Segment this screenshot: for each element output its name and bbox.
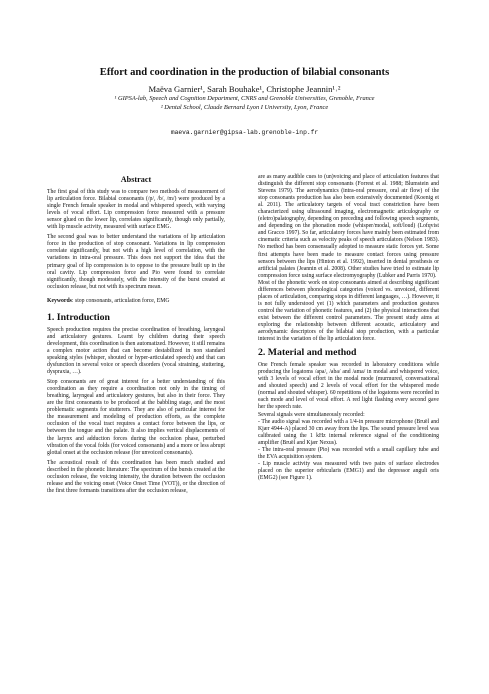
method-paragraph-2: Several signals were simultaneously recorded: [258,411,365,418]
keywords-text: : stop consonants, articulation force, EMG [71,297,170,304]
intro-paragraph-1: Speech production requires the precise coordination of breathing, laryngeal and articulatory gestures. Learnt by children during their speech development, this coordination is then automatized. However, it still remains a complex motor action that can become destabilized in non standard speaking styles (whisper, shouted or hyper-articulated speech) and that can dysfunction in several voice or speech disorders (vocal straining, stuttering, dyspraxia, …). [47,326,225,376]
method-paragraph-3: - The audio signal was recorded with a 1/4-in pressure microphone (Bruël and Kjær 4944-A) placed 30 cm away from the lips. The sound pressure level was calibrated using the 1 kHz internal reference signal of the conditioning amplifier (Bruël and Kjær Nexus). [258,418,439,446]
intro-paragraph-2: Stop consonants are of great interest for a better understanding of this coordination as they require a coordination not only in the timing of breathing, laryngeal and articulatory gestures, but also in their force. They are the first consonants to be produced at the babbling stage, and the most problematic segments for stutterers. They are also of particular interest for the measurement and modeling of production efforts, as the complete occlusion of the vocal tract requires a contact force between the lips, or between the tongue and the palate. It also implies vertical displacements of the larynx and adduction forces during the occlusion phase, perturbed vibration of the vocal folds (for voiced consonants) and a more or less abrupt glottal onset at the occlusion release (for unvoiced consonants). [47,379,225,456]
method-paragraph-4: - The intra-oral pressure (Pio) was recorded with a small capillary tube and the EVA acquisition system. [258,446,439,460]
paper-title: Effort and coordination in the production of bilabial consonants [99,67,390,78]
intro-paragraph-4: are as many audible cues to (un)voicing and place of articulation features that distinguish the different stop consonants (Forrest et al. 1988; Blumstein and Stevens 1979). The aerodynamics (intra-oral pressure, oral air flow) of the stop consonants production has also been extensively documented (Koenig et al. 2011). The articulatory targets of vocal tract constriction have been characterized using ultrasound imaging, electromagnetic articulography or (eletro)palatography, depending on preceding and following speech segments, and depending on the phonation mode (whisper/modal, soft/loud) (Lofqvist and Gracco 1997). So far, articulatory forces have mainly been estimated from cinematic criteria such as velocity peaks of speech articulators (Nelson 1983). No method has been consensually adopted to measure static forces yet. Some first attempts have been made to measure contact forces using pressure sensors between the lips (Hinton et al. 1992), inserted in dental prosthesis or artificial palates (Jeannin et al. 2008). Other studies have tried to estimate lip compression force using surface electromyography (Lubker and Parris 1970). [258,174,439,279]
introduction-heading: 1. Introduction [47,311,110,323]
abstract-paragraph-2: The second goal was to better understand the variations of lip articulation force in the production of stop consonant. Variations in lip compression correlate significantly, but not with a high level of correlation, with the variations in intra-oral pressure. This does not support the idea that the primary goal of lip compression is to oppose to the pressure built up in the oral cavity. Lip compression force and Pio were found to correlate significantly, though moderately, with the intensity of the burst created at occlusion release, but not with its spectrum mean. [47,234,225,290]
intro-paragraph-5: Most of the phonetic work on stop consonants aimed at describing significant differences between phonological categories (voiced vs. unvoiced, different places of articulation, comparing stops in different languages, …). However, it is not fully understood yet (1) which parameters and production gestures control the variation of phonetic features, and (2) the physical interactions that exist between the different control parameters. The present study aims at exploring the relationship between different acoustic, articulatory and aerodynamic descriptors of the bilabial stop production, with a particular interest in the variation of the lip articulation force. [258,279,439,343]
left-column [47,174,225,498]
abstract-paragraph-1: The first goal of this study was to compare two methods of measurement of lip articulation force. Bilabial consonants (/p/, /b/, /m/) were produced by a single French female speaker in modal and whispered speech, with varying levels of vocal effort. Lip compression force measured with a pressure sensor glued on the lower lip, correlates significantly, though only partially, with lip muscle activity, measured with surface EMG. [47,189,225,231]
affiliation-2: ² Dental School, Claude Bernard Lyon I University, Lyon, France [160,103,329,111]
keywords-label: Keywords [47,297,72,304]
method-paragraph-1: One French female speaker was recorded in laboratory conditions while producing the logatoms /apa/, /aba/ and /ama/ in modal and whispered voice, with 3 levels of vocal effort in the modal mode (murmured, conversational and shouted speech) and 2 levels of vocal effort for the whispered mode (normal and shouted whisper). 60 repetitions of the logatoms were recorded in each mode and level of vocal effort. A red light flashing every second gave her the speech rate. [258,362,439,411]
method-paragraph-5: - Lip muscle activity was measured with two pairs of surface electrodes placed on the superior orbicularis (EMG1) and the depressor anguli oris (EMG2) (see Figure 1). [258,460,439,481]
contact-email: maeva.garnier@gipsa-lab.grenoble-inp.fr [170,129,319,137]
keywords-line [47,298,225,305]
right-column [258,174,439,482]
intro-paragraph-3: The acoustical result of this coordination has been much studied and described in the phonetic literature: The spectrum of the bursts created at the occlusion release, the voicing intensity, the duration between the occlusion release and the voicing onset (Voice Onset Time (VOT)), or the direction of the first three formants transitions after the occlusion release, [47,459,225,494]
method-heading: 2. Material and method [258,347,357,359]
paper-header [0,66,489,136]
affiliation-1: ¹ GIPSA-lab, Speech and Cognition Department, CNRS and Grenoble Universities, Grenoble, France [114,95,375,102]
abstract-heading: Abstract [120,175,152,184]
author-list: Maëva Garnier¹, Sarah Bouhake¹, Christophe Jeannin¹˒² [148,84,341,94]
